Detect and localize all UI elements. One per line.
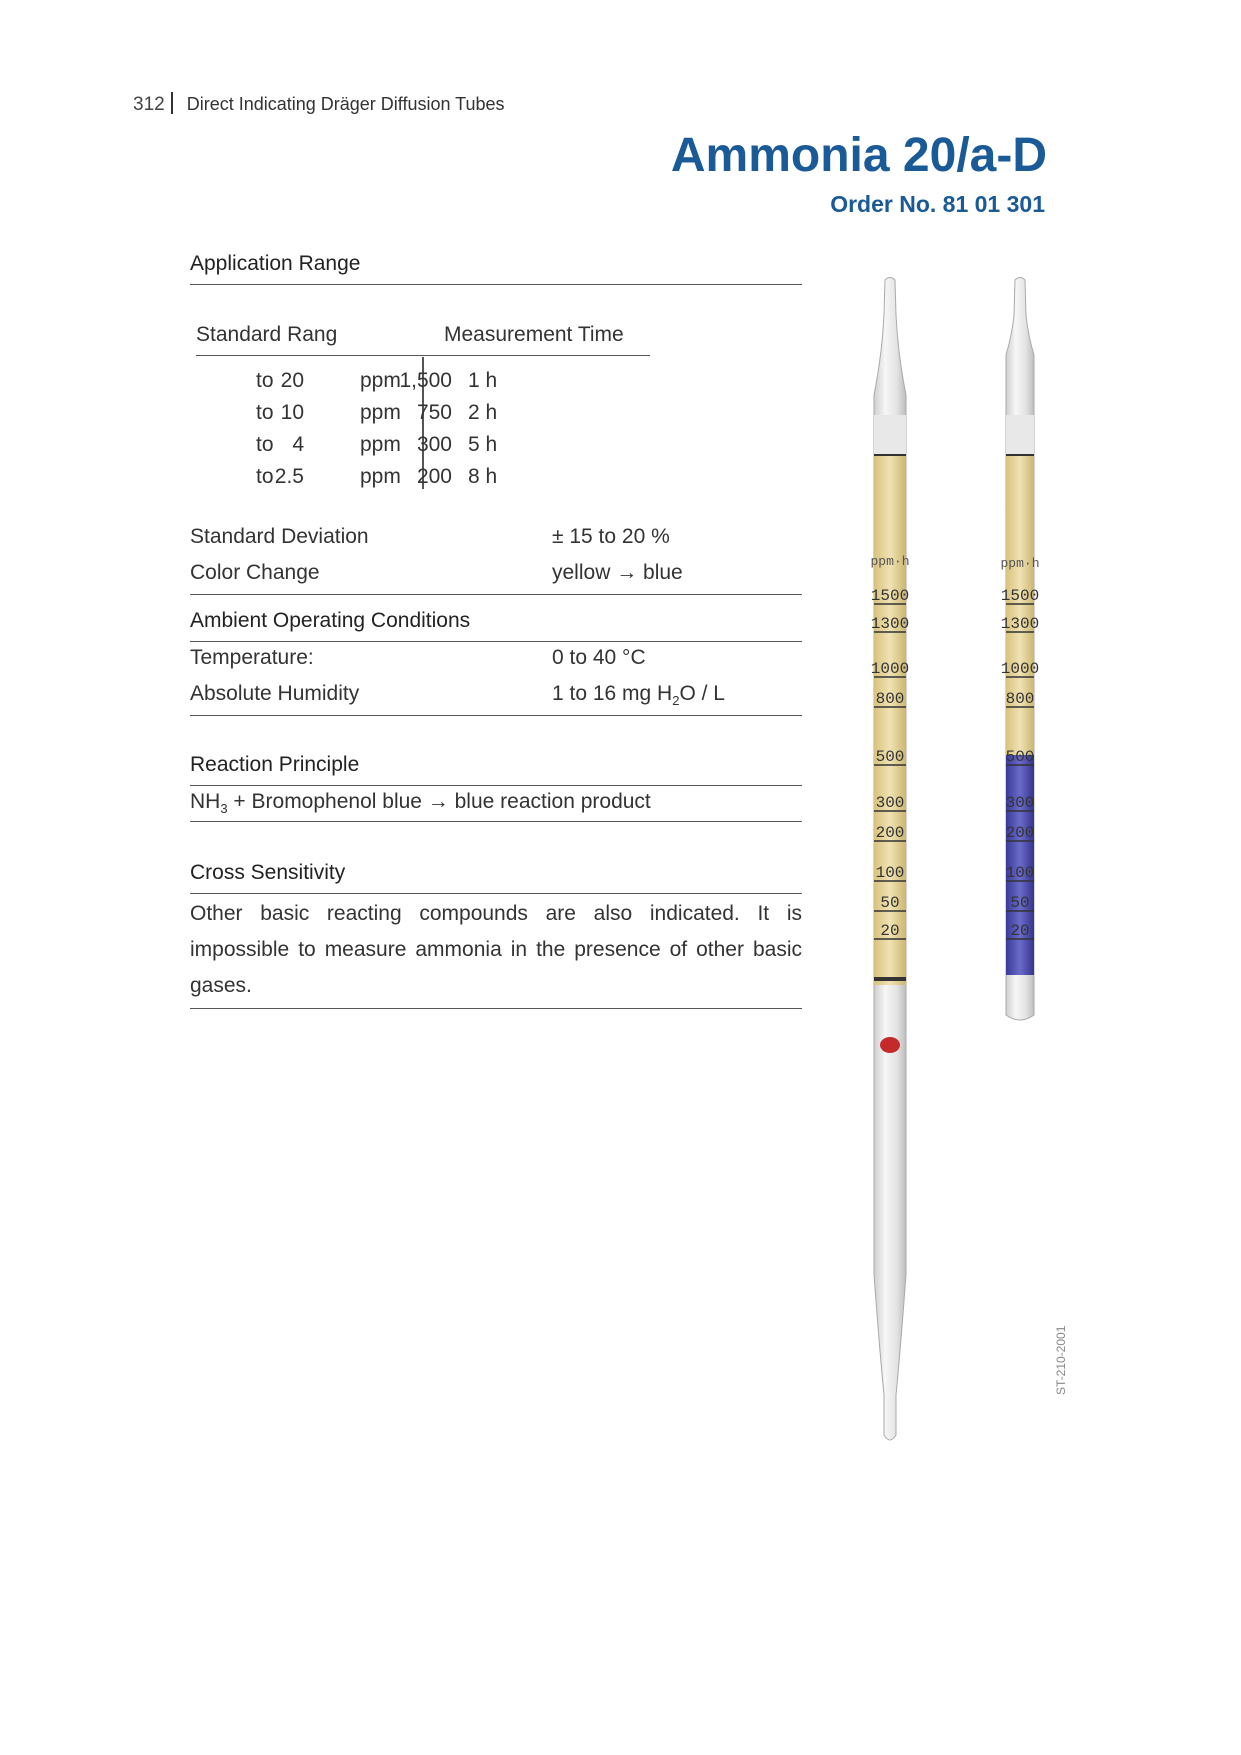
page-header — [133, 92, 505, 116]
temperature-row — [190, 642, 802, 678]
tube-left — [870, 278, 909, 1441]
range-to-word: to — [256, 433, 274, 456]
color-change-value: yellow → blue — [552, 561, 683, 584]
range-from: 4 — [292, 433, 304, 456]
tube-left-scale-label: 300 — [875, 794, 905, 812]
ambient-section — [190, 609, 802, 716]
diffusion-tubes-image — [840, 275, 1080, 1445]
tube-left-scale-label: 500 — [875, 748, 905, 766]
std-dev-label: Standard Deviation — [190, 525, 369, 548]
range-row — [190, 401, 650, 431]
humidity-value: 1 to 16 mg $H_2O$ / L — [552, 682, 725, 709]
tube-left-scale-label: 1300 — [870, 615, 910, 633]
product-title: Ammonia 20/a-D — [670, 129, 1047, 182]
tube-right-scale-label: 1300 — [1000, 615, 1040, 633]
range-unit: ppm — [360, 433, 401, 456]
tube-left-scale-label: 1500 — [870, 587, 910, 605]
tube-left-scale-label: 50 — [880, 894, 900, 912]
range-to-word: to — [256, 465, 274, 488]
color-change-label: Color Change — [190, 561, 320, 584]
range-from: 10 — [280, 401, 304, 424]
cross-section — [190, 861, 802, 1009]
cross-text: Other basic reacting compounds are also indicated. It is impossible to measure ammonia in the presence of other basic gases. — [190, 894, 802, 1009]
range-unit: ppm — [360, 401, 401, 424]
range-row — [190, 465, 650, 495]
std-dev-value: ± 15 to 20 % — [552, 525, 670, 548]
tube-right-scale-label: 300 — [1005, 794, 1035, 812]
col-standard-range: Standard Rang — [196, 323, 338, 346]
range-to-word: to — [256, 369, 274, 392]
tube-left-scale-label: 800 — [875, 690, 905, 708]
tube-right-scale-label: 50 — [1010, 894, 1030, 912]
range-row — [190, 369, 650, 399]
range-time: 2 h — [468, 401, 498, 424]
range-time: 1 h — [468, 369, 498, 392]
reaction-section — [190, 753, 802, 822]
tube-right-scale-label: 1000 — [1000, 660, 1040, 678]
page-number: 312 — [133, 94, 165, 115]
humidity-label: Absolute Humidity — [190, 682, 360, 705]
range-to: 300 — [416, 433, 452, 456]
range-to: 1,500 — [399, 369, 452, 392]
header-divider — [171, 92, 173, 114]
svg-text:ppm·h: ppm·h — [1000, 556, 1040, 571]
range-from: 20 — [280, 369, 304, 392]
humidity-row — [190, 678, 802, 716]
image-code: ST-210-2001 — [1054, 1325, 1068, 1395]
range-to: 750 — [416, 401, 452, 424]
tube-left-scale-label: 200 — [875, 824, 905, 842]
reaction-heading: Reaction Principle — [190, 753, 802, 786]
reaction-text: $NH_3$ + Bromophenol blue → blue reaction product — [190, 790, 651, 817]
col-measurement-time: Measurement Time — [444, 323, 624, 346]
range-unit: ppm — [360, 465, 401, 488]
tube-left-scale-label: 20 — [880, 922, 900, 940]
tube-left-scale-label: 100 — [875, 864, 905, 882]
tube-right-scale-label: 800 — [1005, 690, 1035, 708]
range-unit: ppm — [360, 369, 401, 392]
svg-text:ppm·h: ppm·h — [870, 554, 910, 569]
range-to-word: to — [256, 401, 274, 424]
reaction-row — [190, 786, 802, 822]
cross-heading: Cross Sensitivity — [190, 861, 802, 894]
color-change-row — [190, 557, 802, 595]
tube-right-scale-label: 500 — [1005, 748, 1035, 766]
ambient-heading: Ambient Operating Conditions — [190, 609, 802, 642]
range-from: 2.5 — [274, 465, 304, 488]
tube-right-scale-label: 100 — [1005, 864, 1035, 882]
range-table — [190, 285, 802, 521]
application-range-heading: Application Range — [190, 252, 802, 285]
range-row — [190, 433, 650, 463]
section-title: Direct Indicating Dräger Diffusion Tubes — [186, 94, 505, 114]
tube-left-scale-label: 1000 — [870, 660, 910, 678]
order-number: Order No. 81 01 301 — [830, 191, 1045, 217]
tube-right-scale-label: 1500 — [1000, 587, 1040, 605]
tube-right-scale-label: 20 — [1010, 922, 1030, 940]
range-table-header — [196, 321, 650, 356]
temperature-label: Temperature: — [190, 646, 314, 669]
temperature-value: 0 to 40 °C — [552, 646, 646, 669]
application-range-section — [190, 252, 802, 595]
tube-right-scale-label: 200 — [1005, 824, 1035, 842]
range-to: 200 — [416, 465, 452, 488]
range-time: 8 h — [468, 465, 498, 488]
std-dev-row — [190, 521, 802, 557]
range-time: 5 h — [468, 433, 498, 456]
